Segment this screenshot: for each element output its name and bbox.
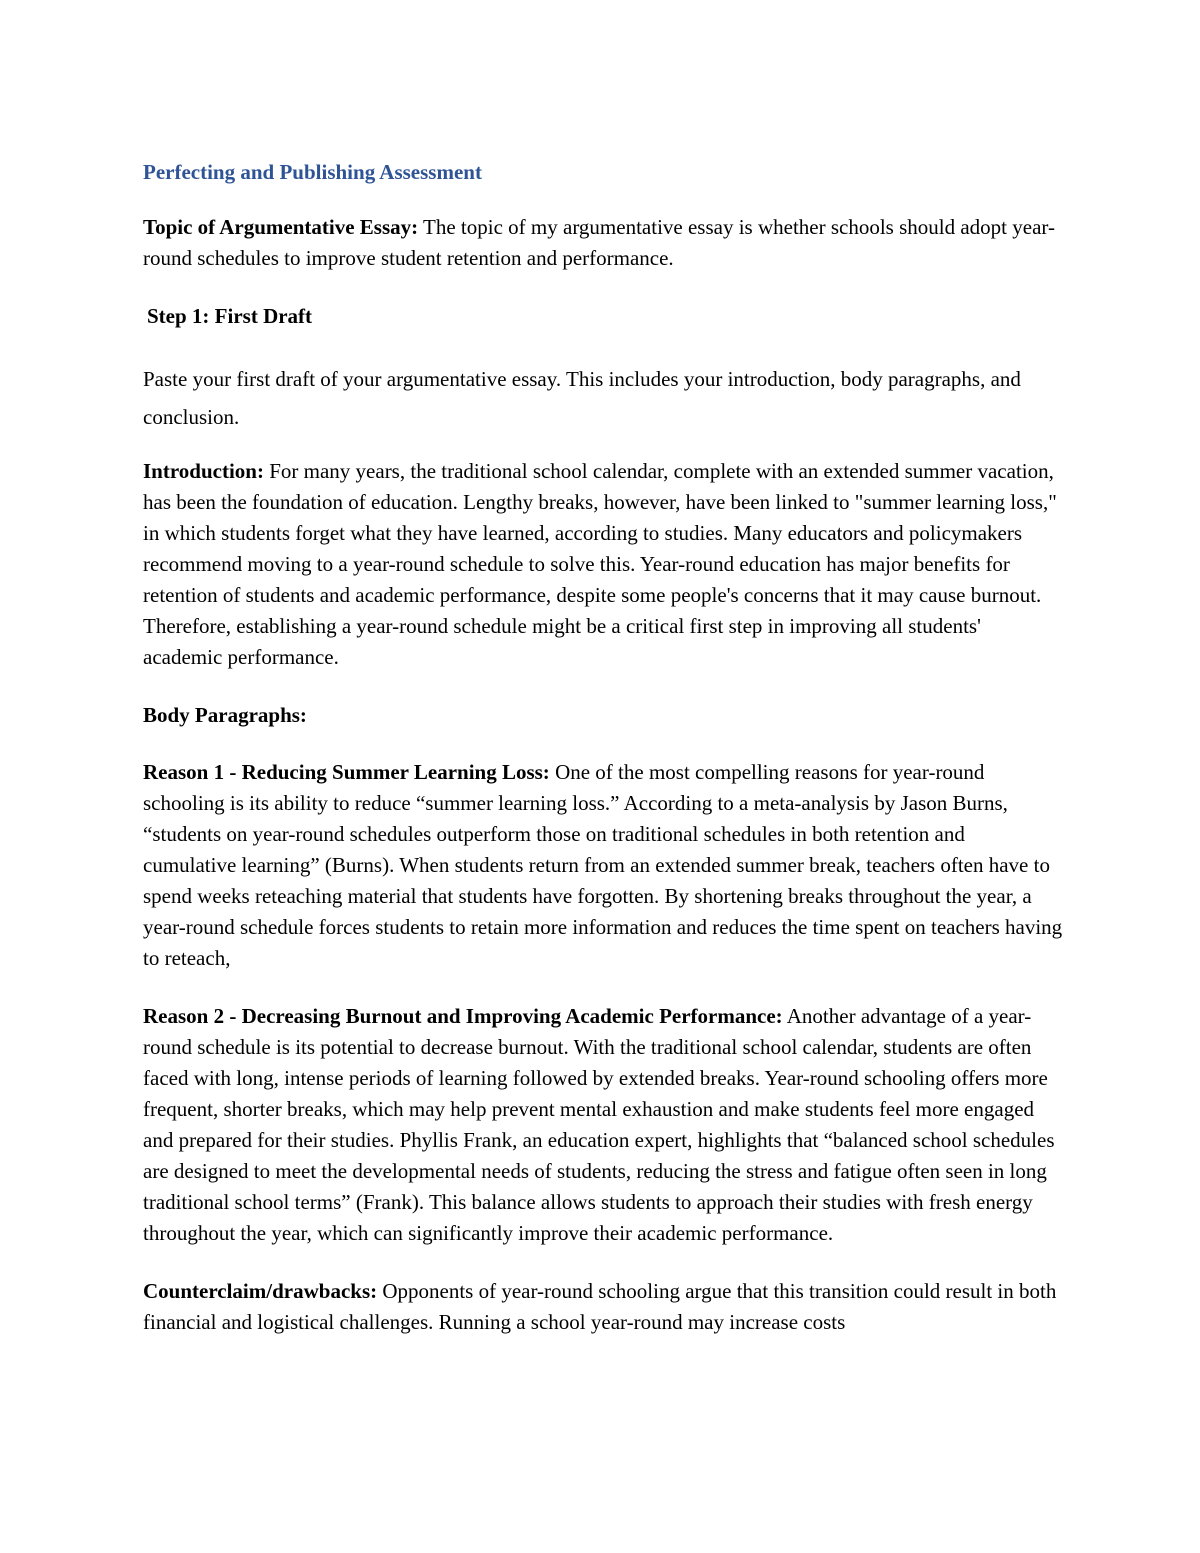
topic-label: Topic of Argumentative Essay: — [143, 215, 419, 239]
counterclaim-paragraph — [143, 1276, 1063, 1338]
introduction-text: For many years, the traditional school calendar, complete with an extended summer vacation, has been the foundation of education. Lengthy breaks, however, have been linked to "summer learning loss," in which students forget what they have learned, according to studies. Many educators and policymakers recommend moving to a year-round schedule to solve this. Year-round education has major benefits for retention of students and academic performance, despite some people's concerns that it may cause burnout. Therefore, establishing a year-round schedule might be a critical first step in improving all students' academic performance. — [143, 459, 1057, 669]
reason2-paragraph — [143, 1001, 1063, 1249]
introduction-paragraph — [143, 456, 1063, 673]
body-paragraphs-heading: Body Paragraphs: — [143, 703, 307, 727]
introduction-label: Introduction: — [143, 459, 264, 483]
topic-text: The topic of my argumentative essay is whether schools should adopt year-round schedules to improve student retention and performance. — [143, 215, 1055, 270]
reason1-text: One of the most compelling reasons for year-round schooling is its ability to reduce “summer learning loss.” According to a meta-analysis by Jason Burns, “students on year-round schedules outperform those on traditional schedules in both retention and cumulative learning” (Burns). When students return from an extended summer break, teachers often have to spend weeks reteaching material that students have forgotten. By shortening breaks throughout the year, a year-round schedule forces students to retain more information and reduces the time spent on teachers having to reteach, — [143, 760, 1063, 970]
topic-paragraph — [143, 212, 1063, 274]
reason1-label: Reason 1 - Reducing Summer Learning Loss: — [143, 760, 550, 784]
counterclaim-label: Counterclaim/drawbacks: — [143, 1279, 378, 1303]
reason2-label: Reason 2 - Decreasing Burnout and Improving Academic Performance: — [143, 1004, 783, 1028]
document-title-text: Perfecting and Publishing Assessment — [143, 160, 482, 184]
step1-heading: Step 1: First Draft — [147, 304, 313, 328]
reason1-paragraph — [143, 757, 1063, 974]
step1-instructions: Paste your first draft of your argumentative essay. This includes your introduction, body paragraphs, and conclusion. — [143, 367, 1021, 429]
reason2-text: Another advantage of a year-round schedule is its potential to decrease burnout. With the traditional school calendar, students are often faced with long, intense periods of learning followed by extended breaks. Year-round schooling offers more frequent, shorter breaks, which may help prevent mental exhaustion and make students feel more engaged and prepared for their studies. Phyllis Frank, an education expert, highlights that “balanced school schedules are designed to meet the developmental needs of students, reducing the stress and fatigue often seen in long traditional school terms” (Frank). This balance allows students to approach their studies with fresh energy throughout the year, which can significantly improve their academic performance. — [143, 1004, 1055, 1245]
document-title — [143, 157, 1063, 188]
document-page — [143, 157, 1063, 1365]
counterclaim-text: Opponents of year-round schooling argue that this transition could result in both financial and logistical challenges. Running a school year-round may increase costs — [143, 1279, 1057, 1334]
